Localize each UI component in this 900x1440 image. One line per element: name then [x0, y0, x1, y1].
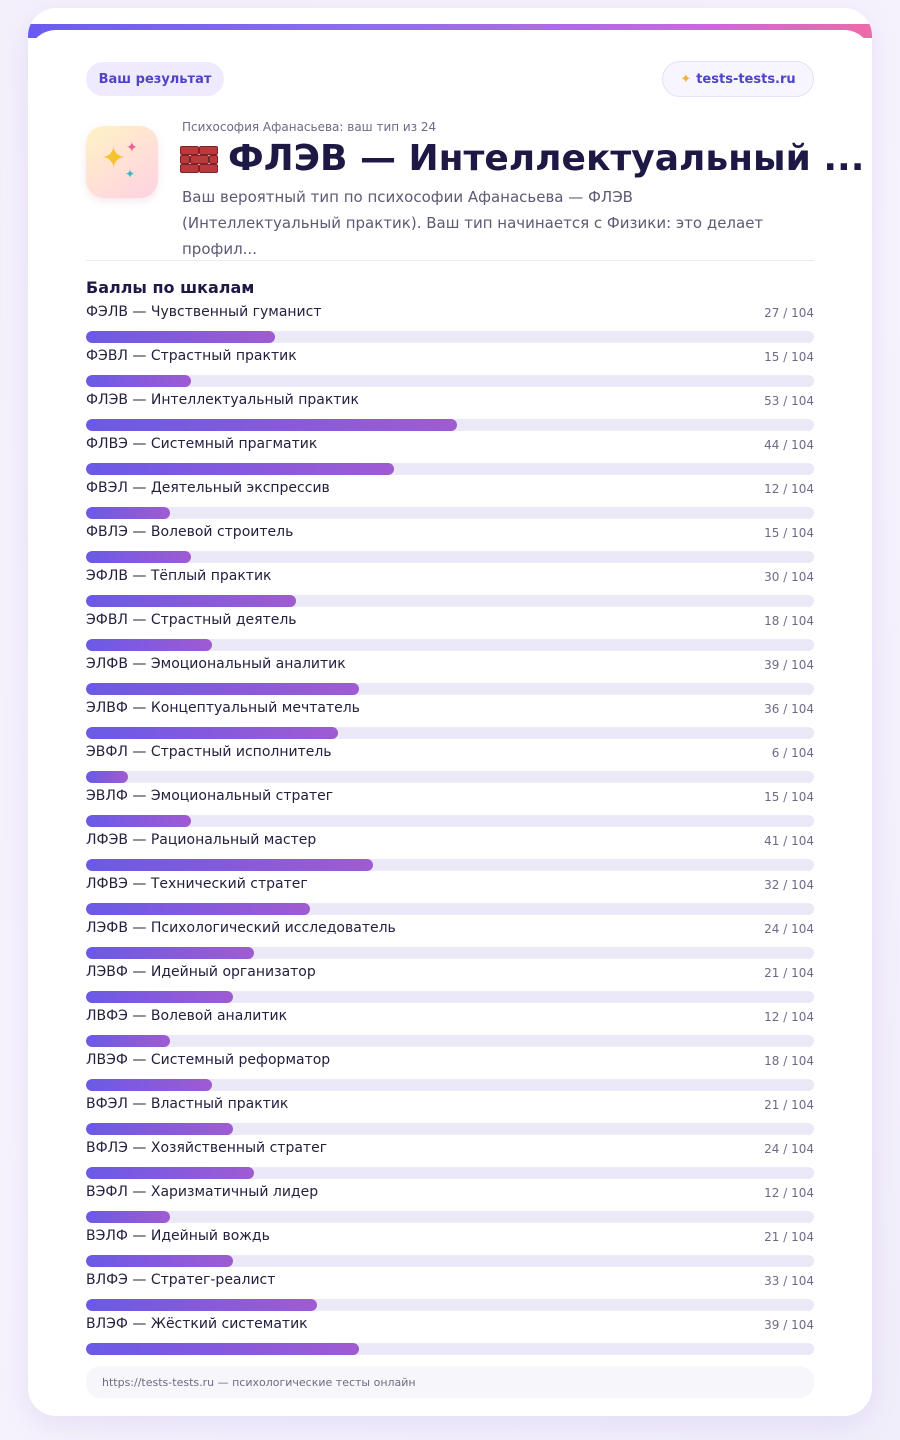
scale-bar-fill — [86, 1035, 170, 1047]
scale-row — [86, 478, 814, 522]
scale-bar-track — [86, 551, 814, 563]
footer-text: https://tests-tests.ru — психологические тесты онлайн — [102, 1375, 416, 1389]
scale-bar-fill — [86, 1123, 233, 1135]
scale-value: 24 / 104 — [764, 1142, 814, 1156]
scale-name: ВЭЛФ — Идейный вождь — [86, 1228, 270, 1244]
scale-value: 39 / 104 — [764, 658, 814, 672]
scale-row — [86, 742, 814, 786]
scale-name: ЭВФЛ — Страстный исполнитель — [86, 744, 332, 760]
scale-row — [86, 918, 814, 962]
scale-bar-fill — [86, 551, 191, 563]
scale-bar-track — [86, 815, 814, 827]
scale-bar-fill — [86, 903, 310, 915]
scale-row — [86, 698, 814, 742]
scale-name: ЛФВЭ — Технический стратег — [86, 876, 308, 892]
result-title-row — [180, 136, 870, 182]
scale-bar-fill — [86, 991, 233, 1003]
scale-bar-fill — [86, 1079, 212, 1091]
scale-bar-track — [86, 1299, 814, 1311]
scale-value: 33 / 104 — [764, 1274, 814, 1288]
test-kicker: Психософия Афанасьева: ваш тип из 24 — [182, 120, 437, 134]
scale-row — [86, 610, 814, 654]
result-card — [28, 8, 872, 1416]
scale-bar-track — [86, 859, 814, 871]
scale-bar-fill — [86, 683, 359, 695]
scale-bar-track — [86, 507, 814, 519]
scale-row — [86, 874, 814, 918]
scale-bar-fill — [86, 727, 338, 739]
scale-bar-track — [86, 463, 814, 475]
scale-bar-track — [86, 1079, 814, 1091]
scale-row — [86, 1226, 814, 1270]
scales-heading: Баллы по шкалам — [86, 278, 255, 297]
result-badge-label: Ваш результат — [98, 71, 212, 87]
scale-row — [86, 654, 814, 698]
scale-name: ВФЭЛ — Властный практик — [86, 1096, 289, 1112]
scale-row — [86, 434, 814, 478]
scale-bar-track — [86, 595, 814, 607]
scale-name: ВЛФЭ — Стратег-реалист — [86, 1272, 276, 1288]
scale-name: ВЛЭФ — Жёсткий систематик — [86, 1316, 308, 1332]
scale-value: 39 / 104 — [764, 1318, 814, 1332]
scale-bar-track — [86, 1211, 814, 1223]
scale-value: 18 / 104 — [764, 1054, 814, 1068]
scale-bar-track — [86, 771, 814, 783]
scale-row — [86, 1094, 814, 1138]
scale-bar-fill — [86, 375, 191, 387]
scale-bar-track — [86, 1343, 814, 1355]
scale-name: ЛЭФВ — Психологический исследователь — [86, 920, 396, 936]
scale-bar-track — [86, 639, 814, 651]
scale-row — [86, 1138, 814, 1182]
scale-name: ФЭВЛ — Страстный практик — [86, 348, 297, 364]
scale-name: ЭЛФВ — Эмоциональный аналитик — [86, 656, 346, 672]
scale-row — [86, 830, 814, 874]
scale-bar-fill — [86, 595, 296, 607]
scales-list — [86, 302, 814, 1358]
scale-bar-fill — [86, 1299, 317, 1311]
scale-name: ЭФВЛ — Страстный деятель — [86, 612, 297, 628]
scale-row — [86, 962, 814, 1006]
scale-bar-fill — [86, 331, 275, 343]
scale-value: 21 / 104 — [764, 966, 814, 980]
scale-bar-fill — [86, 507, 170, 519]
scale-bar-track — [86, 947, 814, 959]
scale-bar-fill — [86, 771, 128, 783]
scale-bar-fill — [86, 639, 212, 651]
sparkles-icon: ✦ ✦ ✦ — [86, 126, 158, 198]
scale-row — [86, 302, 814, 346]
site-link[interactable] — [662, 61, 814, 97]
scale-bar-track — [86, 419, 814, 431]
scale-bar-fill — [86, 419, 457, 431]
scale-bar-track — [86, 1123, 814, 1135]
result-description: Ваш вероятный тип по психософии Афанасьева — ФЛЭВ (Интеллектуальный практик). Ваш тип начинается с Физики: это делает профил... — [182, 188, 764, 258]
scale-bar-fill — [86, 1343, 359, 1355]
scale-name: ЛЭВФ — Идейный организатор — [86, 964, 316, 980]
result-badge — [86, 62, 224, 96]
scale-value: 53 / 104 — [764, 394, 814, 408]
scale-value: 6 / 104 — [771, 746, 814, 760]
scale-bar-track — [86, 683, 814, 695]
site-link-label: tests-tests.ru — [696, 71, 796, 87]
scale-bar-fill — [86, 947, 254, 959]
scale-bar-track — [86, 727, 814, 739]
scale-name: ЛФЭВ — Рациональный мастер — [86, 832, 317, 848]
scale-row — [86, 390, 814, 434]
scale-name: ФВЛЭ — Волевой строитель — [86, 524, 294, 540]
scale-value: 15 / 104 — [764, 350, 814, 364]
scale-value: 24 / 104 — [764, 922, 814, 936]
scale-bar-fill — [86, 463, 394, 475]
footer — [86, 1366, 814, 1398]
scale-value: 44 / 104 — [764, 438, 814, 452]
scale-name: ВЭФЛ — Харизматичный лидер — [86, 1184, 319, 1200]
scale-bar-track — [86, 375, 814, 387]
scale-row — [86, 566, 814, 610]
scale-value: 36 / 104 — [764, 702, 814, 716]
scale-name: ЭФЛВ — Тёплый практик — [86, 568, 272, 584]
scale-bar-track — [86, 1167, 814, 1179]
scale-name: ЭВЛФ — Эмоциональный стратег — [86, 788, 334, 804]
brick-icon — [180, 144, 218, 174]
scale-bar-track — [86, 903, 814, 915]
scale-bar-fill — [86, 859, 373, 871]
scale-value: 12 / 104 — [764, 482, 814, 496]
scale-value: 21 / 104 — [764, 1230, 814, 1244]
scale-value: 12 / 104 — [764, 1010, 814, 1024]
scale-bar-track — [86, 1035, 814, 1047]
scale-name: ЛВФЭ — Волевой аналитик — [86, 1008, 288, 1024]
divider — [86, 260, 814, 261]
scale-bar-fill — [86, 1255, 233, 1267]
scale-row — [86, 1182, 814, 1226]
scale-name: ЛВЭФ — Системный реформатор — [86, 1052, 331, 1068]
scale-row — [86, 1050, 814, 1094]
scale-value: 15 / 104 — [764, 526, 814, 540]
scale-bar-fill — [86, 815, 191, 827]
scale-bar-fill — [86, 1211, 170, 1223]
scale-name: ФЛЭВ — Интеллектуальный практик — [86, 392, 359, 408]
scale-row — [86, 1006, 814, 1050]
scale-value: 15 / 104 — [764, 790, 814, 804]
scale-name: ФЛВЭ — Системный прагматик — [86, 436, 318, 452]
scale-bar-fill — [86, 1167, 254, 1179]
scale-value: 18 / 104 — [764, 614, 814, 628]
scale-row — [86, 1270, 814, 1314]
scale-value: 41 / 104 — [764, 834, 814, 848]
scale-value: 32 / 104 — [764, 878, 814, 892]
sparkle-icon: ✦ — [680, 71, 692, 87]
scale-value: 21 / 104 — [764, 1098, 814, 1112]
scale-row — [86, 1314, 814, 1358]
scale-bar-track — [86, 1255, 814, 1267]
scale-value: 30 / 104 — [764, 570, 814, 584]
scale-value: 12 / 104 — [764, 1186, 814, 1200]
scale-row — [86, 346, 814, 390]
scale-row — [86, 786, 814, 830]
scale-bar-track — [86, 331, 814, 343]
scale-row — [86, 522, 814, 566]
scale-value: 27 / 104 — [764, 306, 814, 320]
scale-name: ФЭЛВ — Чувственный гуманист — [86, 304, 322, 320]
scale-name: ЭЛВФ — Концептуальный мечтатель — [86, 700, 360, 716]
result-title: ФЛЭВ — Интеллектуальный ... — [228, 138, 865, 179]
scale-name: ВФЛЭ — Хозяйственный стратег — [86, 1140, 328, 1156]
scale-bar-track — [86, 991, 814, 1003]
scale-name: ФВЭЛ — Деятельный экспрессив — [86, 480, 330, 496]
